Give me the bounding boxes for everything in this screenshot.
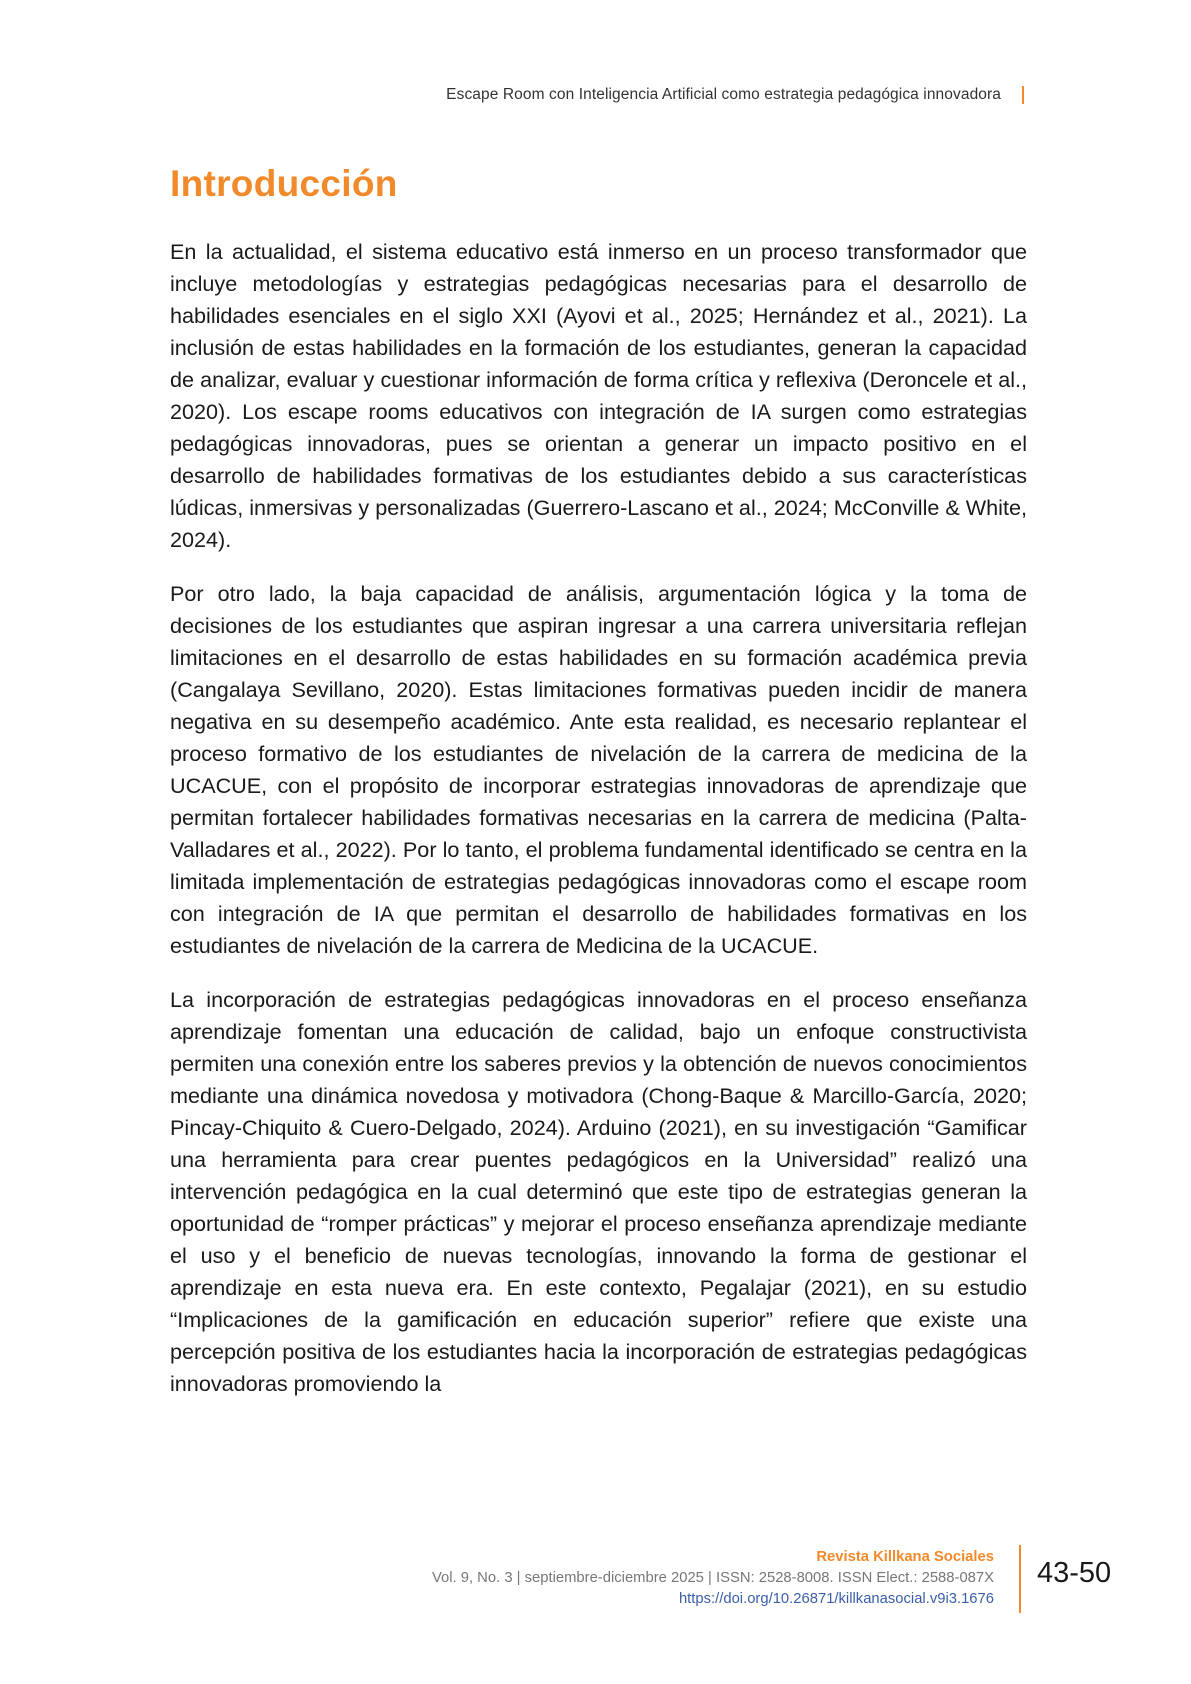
running-header: Escape Room con Inteligencia Artificial como estrategia pedagógica innovadora	[446, 86, 1001, 103]
paragraph-3: La incorporación de estrategias pedagógicas innovadoras en el proceso enseñanza aprendizaje fomentan una educación de calidad, bajo un enfoque constructivista permiten una conexión entre los saberes previos y la obtención de nuevos conocimientos mediante una dinámica novedosa y motivadora (Chong-Baque & Marcillo-García, 2020; Pincay-Chiquito & Cuero-Delgado, 2024). Arduino (2021), en su investigación “Gamificar una herramienta para crear puentes pedagógicos en la Universidad” realizó una intervención pedagógica en la cual determinó que este tipo de estrategias generan la oportunidad de “romper prácticas” y mejorar el proceso enseñanza aprendizaje mediante el uso y el beneficio de nuevas tecnologías, innovando la forma de gestionar el aprendizaje en esta nueva era. En este contexto, Pegalajar (2021), en su estudio “Implicaciones de la gamificación en educación superior” refiere que existe una percepción positiva de los estudiantes hacia la incorporación de estrategias pedagógicas innovadoras promoviendo la	[170, 987, 1027, 1396]
paragraph-2: Por otro lado, la baja capacidad de análisis, argumentación lógica y la toma de decisiones de los estudiantes que aspiran ingresar a una carrera universitaria reflejan limitaciones en el desarrollo de estas habilidades en su formación académica previa (Cangalaya Sevillano, 2020). Estas limitaciones formativas pueden incidir de manera negativa en su desempeño académico. Ante esta realidad, es necesario replantear el proceso formativo de los estudiantes de nivelación de la carrera de medicina de la UCACUE, con el propósito de incorporar estrategias innovadoras de aprendizaje que permitan fortalecer habilidades formativas necesarias en la carrera de medicina (Palta-Valladares et al., 2022). Por lo tanto, el problema fundamental identificado se centra en la limitada implementación de estrategias pedagógicas innovadoras como el escape room con integración de IA que permitan el desarrollo de habilidades formativas en los estudiantes de nivelación de la carrera de Medicina de la UCACUE.	[170, 581, 1027, 958]
section-title: Introducción	[170, 163, 398, 204]
journal-name: Revista Killkana Sociales	[816, 1549, 994, 1565]
header-accent-bar	[1022, 86, 1024, 104]
footer-info	[432, 1547, 994, 1610]
paragraph-1: En la actualidad, el sistema educativo está inmerso en un proceso transformador que incluye metodologías y estrategias pedagógicas necesarias para el desarrollo de habilidades esenciales en el siglo XXI (Ayovi et al., 2025; Hernández et al., 2021). La inclusión de estas habilidades en la formación de los estudiantes, generan la capacidad de analizar, evaluar y cuestionar información de forma crítica y reflexiva (Deroncele et al., 2020). Los escape rooms educativos con integración de IA surgen como estrategias pedagógicas innovadoras, pues se orientan a generar un impacto positivo en el desarrollo de habilidades formativas de los estudiantes debido a sus características lúdicas, inmersivas y personalizadas (Guerrero-Lascano et al., 2024; McConville & White, 2024).	[170, 239, 1027, 552]
footer-accent-bar	[1019, 1545, 1021, 1613]
page-range: 43-50	[1037, 1557, 1112, 1589]
issue-info: Vol. 9, No. 3 | septiembre-diciembre 2025 | ISSN: 2528-8008. ISSN Elect.: 2588-087X	[431, 1570, 994, 1586]
doi-link[interactable]: https://doi.org/10.26871/killkanasocial.v9i3.1676	[678, 1591, 994, 1607]
article-body	[170, 236, 1027, 1422]
